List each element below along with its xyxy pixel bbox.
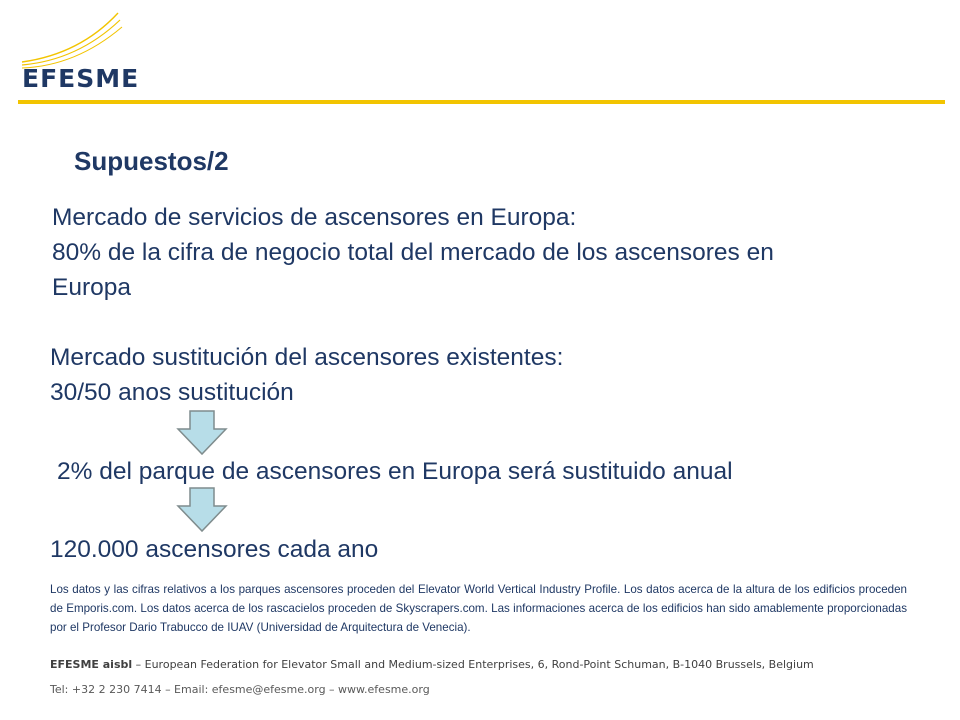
down-arrow-icon <box>176 410 228 456</box>
slide-title: Supuestos/2 <box>74 146 229 176</box>
paragraph-replacement-market <box>50 340 563 410</box>
footer-address-text: – European Federation for Elevator Small and Medium-sized Enterprises, 6, Rond-Point Schuman, B-1040 Brussels, Belgium <box>132 658 814 671</box>
paragraph-yearly-count: 120.000 ascensores cada ano <box>50 536 379 563</box>
paragraph-line: Mercado de servicios de ascensores en Europa: <box>52 204 577 231</box>
header-divider <box>18 100 945 104</box>
efesme-logo <box>20 10 140 93</box>
footer-address <box>50 658 814 671</box>
logo-swoosh-icon <box>20 10 130 70</box>
footer-org: EFESME aisbl <box>50 658 133 671</box>
footer-contact: Tel: +32 2 230 7414 – Email: efesme@efesme.org – www.efesme.org <box>50 683 430 696</box>
logo-text: EFESME <box>22 64 140 93</box>
paragraph-line: Europa <box>52 274 132 301</box>
paragraph-line: 80% de la cifra de negocio total del mercado de los ascensores en <box>52 239 774 266</box>
paragraph-line: Mercado sustitución del ascensores existentes: <box>50 344 564 371</box>
down-arrow-icon <box>176 487 228 533</box>
paragraph-line: 30/50 anos sustitución <box>50 379 294 406</box>
source-note: Los datos y las cifras relativos a los parques ascensores proceden del Elevator World Vertical Industry Profile. Los datos acerca de la altura de los edificios proceden de Emporis.com. Los datos acerca de los rascacielos proceden de Skyscrapers.com. Las informaciones acerca de los edificios han sido amablemente proporcionadas por el Profesor Dario Trabucco de IUAV (Universidad de Arquitectura de Venecia). <box>50 583 907 634</box>
paragraph-services-market <box>52 200 774 305</box>
paragraph-annual-replacement: 2% del parque de ascensores en Europa será sustituido anual <box>57 458 733 485</box>
